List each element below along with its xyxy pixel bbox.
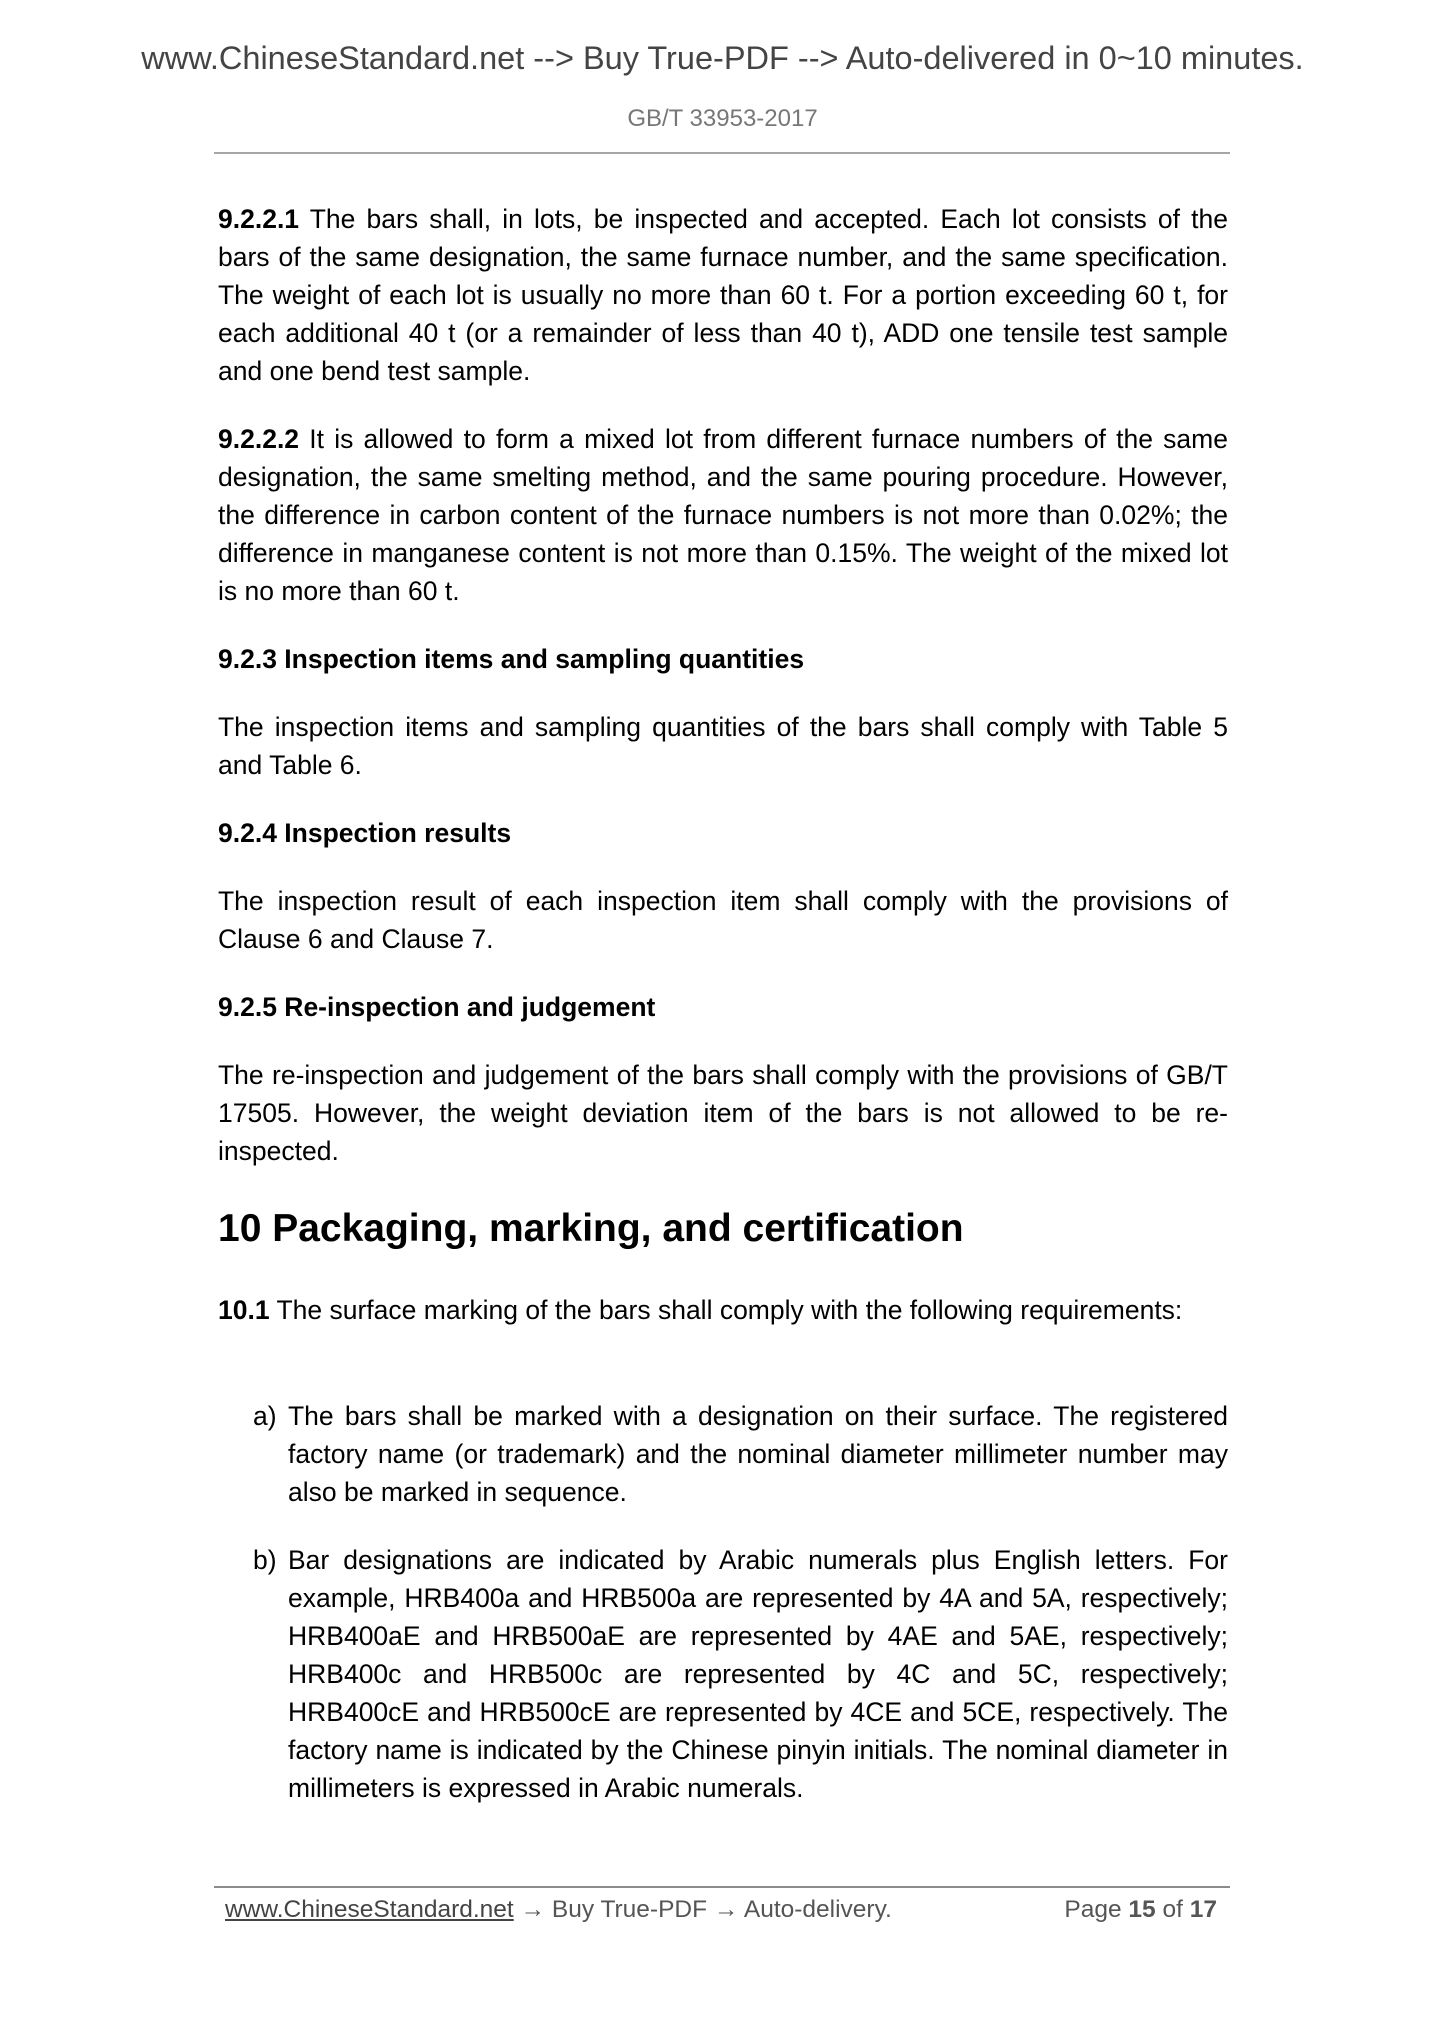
list-text: Bar designations are indicated by Arabic numerals plus English letters. For example, HRB400a and HRB500a are represented by 4A and 5A, respectively; HRB400aE and HRB500aE are represented by 4AE and 5AE, respectively; HRB400c and HRB500c are represented by 4C and 5C, respectively; HRB400cE and HRB500cE are represented by 4CE and 5CE, respectively. The factory name is indicated by the Chinese pinyin initials. The nominal diameter in millimeters is expressed in Arabic numerals.	[288, 1545, 1228, 1803]
page-total: 17	[1189, 1896, 1217, 1923]
list-label: a)	[253, 1401, 277, 1431]
clause-number: 9.2.2.2	[218, 424, 300, 454]
heading-9-2-3: 9.2.3 Inspection items and sampling quantities	[218, 644, 805, 674]
clause-text: It is allowed to form a mixed lot from different furnace numbers of the same designation, the same smelting method, and the same pouring procedure. However, the difference in carbon content of the furnace numbers is not more than 0.02%; the difference in manganese content is not more than 0.15%. The weight of the mixed lot is no more than 60 t.	[218, 424, 1228, 606]
footer-divider	[214, 1886, 1230, 1888]
clause-number: 10.1	[218, 1295, 270, 1325]
document-number: GB/T 33953-2017	[627, 105, 818, 132]
clause-text: The bars shall, in lots, be inspected and accepted. Each lot consists of the bars of the same designation, the same furnace number, and the same specification. The weight of each lot is usually no more than 60 t. For a portion exceeding 60 t, for each additional 40 t (or a remainder of less than 40 t), ADD one tensile test sample and one bend test sample.	[218, 204, 1228, 386]
arrow-right-icon: →	[713, 1896, 739, 1923]
page-current: 15	[1128, 1896, 1156, 1923]
page-label: Page	[1064, 1896, 1122, 1923]
list-text: The bars shall be marked with a designation on their surface. The registered factory name (or trademark) and the nominal diameter millimeter number may also be marked in sequence.	[288, 1401, 1228, 1507]
arrow-right-icon: →	[520, 1896, 546, 1923]
clause-10-1	[218, 1291, 1228, 1329]
list-label: b)	[253, 1545, 277, 1575]
buy-text: Buy True-PDF	[551, 1896, 708, 1923]
heading-10: 10 Packaging, marking, and certification	[218, 1207, 964, 1250]
paragraph-9-2-5: The re-inspection and judgement of the bars shall comply with the provisions of GB/T 17505. However, the weight deviation item of the bars is not allowed to be re-inspected.	[218, 1060, 1228, 1166]
paragraph-9-2-4: The inspection result of each inspection item shall comply with the provisions of Clause 6 and Clause 7.	[218, 886, 1228, 954]
clause-number: 9.2.2.1	[218, 204, 300, 234]
clause-text: The surface marking of the bars shall comply with the following requirements:	[276, 1295, 1183, 1325]
page-of: of	[1162, 1896, 1183, 1923]
footer	[225, 1893, 1225, 1927]
site-link[interactable]: www.ChineseStandard.net	[225, 1896, 514, 1923]
clause-9-2-2-2	[218, 420, 1228, 610]
list-item-b	[253, 1541, 1228, 1807]
heading-9-2-5: 9.2.5 Re-inspection and judgement	[218, 992, 656, 1022]
delivery-text: Auto-delivery.	[743, 1896, 892, 1923]
heading-9-2-4: 9.2.4 Inspection results	[218, 818, 512, 848]
header-divider	[214, 152, 1230, 154]
paragraph-9-2-3: The inspection items and sampling quantities of the bars shall comply with Table 5 and Table 6.	[218, 712, 1228, 780]
header-banner: www.ChineseStandard.net --> Buy True-PDF --> Auto-delivered in 0~10 minutes.	[141, 40, 1304, 76]
page-indicator	[1064, 1893, 1217, 1927]
clause-9-2-2-1	[218, 200, 1228, 390]
list-item-a	[253, 1397, 1228, 1511]
